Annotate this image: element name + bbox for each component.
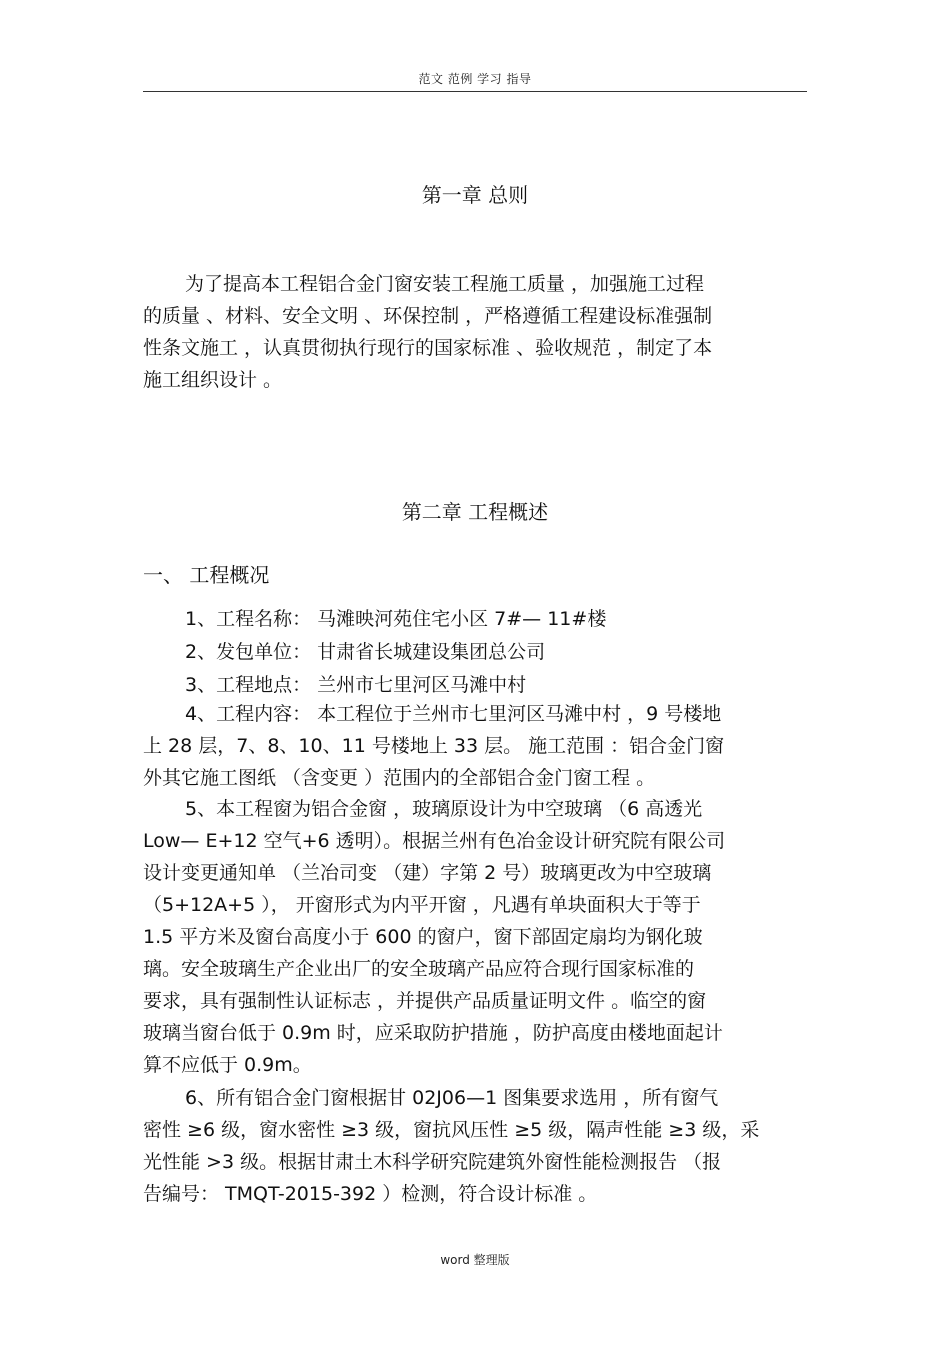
chapter-1-paragraph [143,268,807,396]
item-contractor: 2、发包单位： 甘肃省长城建设集团总公司 [185,641,546,663]
item-performance-paragraph [143,1082,807,1210]
paragraph-line: 1.5 平方米及窗台高度小于 600 的窗户，窗下部固定扇均为钢化玻 [143,926,703,948]
item-content-paragraph [143,698,807,794]
chapter-2-title: 第二章 工程概述 [401,500,549,524]
section-heading-overview: 一、 工程概况 [143,563,270,587]
page-header: 范文 范例 学习 指导 [418,72,532,86]
paragraph-line: 施工组织设计 。 [143,369,283,391]
item-project-name: 1、工程名称： 马滩映河苑住宅小区 7#— 11#楼 [185,608,607,630]
paragraph-line: 6、所有铝合金门窗根据甘 02J06—1 图集要求选用 ，所有窗气 [185,1087,719,1109]
paragraph-line: 玻璃当窗台低于 0.9m 时，应采取防护措施 ，防护高度由楼地面起计 [143,1022,723,1044]
header-divider [143,91,807,92]
paragraph-line: 设计变更通知单 （兰冶司变 （建）字第 2 号）玻璃更改为中空玻璃 [143,862,712,884]
paragraph-line: 璃。安全玻璃生产企业出厂的安全玻璃产品应符合现行国家标准的 [143,958,695,980]
paragraph-line: 的质量 、材料、安全文明 、环保控制 ，严格遵循工程建设标准强制 [143,305,713,327]
page-footer: word 整理版 [440,1253,510,1267]
paragraph-line: （5+12A+5 ）， 开窗形式为内平开窗 ，凡遇有单块面积大于等于 [143,894,701,916]
paragraph-line: 性条文施工 ，认真贯彻执行现行的国家标准 、验收规范 ，制定了本 [143,337,713,359]
item-window-paragraph [143,793,807,1081]
paragraph-line: 4、工程内容： 本工程位于兰州市七里河区马滩中村 ，9 号楼地 [185,703,722,725]
paragraph-line: 上 28 层，7、8、10、11 号楼地上 33 层。 施工范围 ：铝合金门窗 [143,735,725,757]
paragraph-line: 为了提高本工程铝合金门窗安装工程施工质量 ，加强施工过程 [185,273,705,295]
chapter-1-title: 第一章 总则 [421,183,529,207]
paragraph-line: 算不应低于 0.9m。 [143,1054,312,1076]
paragraph-line: 光性能 >3 级。根据甘肃土木科学研究院建筑外窗性能检测报告 （报 [143,1151,722,1173]
paragraph-line: Low— E+12 空气+6 透明）。根据兰州有色冶金设计研究院有限公司 [143,830,726,852]
item-location: 3、工程地点： 兰州市七里河区马滩中村 [185,674,527,696]
paragraph-line: 外其它施工图纸 （含变更 ）范围内的全部铝合金门窗工程 。 [143,767,656,789]
paragraph-line: 5、本工程窗为铝合金窗 ，玻璃原设计为中空玻璃 （6 高透光 [185,798,703,820]
paragraph-line: 要求，具有强制性认证标志 ，并提供产品质量证明文件 。临空的窗 [143,990,707,1012]
paragraph-line: 密性 ≥6 级，窗水密性 ≥3 级，窗抗风压性 ≥5 级，隔声性能 ≥3 级，采 [143,1119,760,1141]
paragraph-line: 告编号： TMQT-2015-392 ）检测，符合设计标准 。 [143,1183,598,1205]
